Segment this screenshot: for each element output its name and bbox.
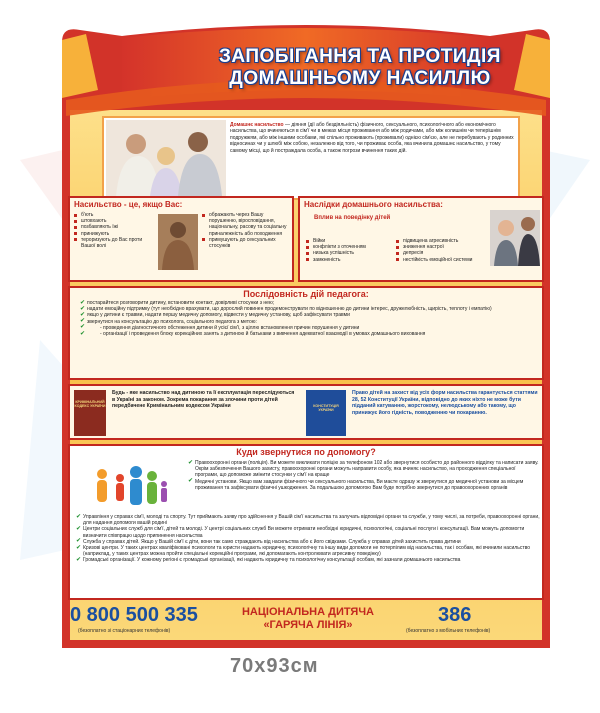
list-item: зниження настрої bbox=[396, 244, 488, 250]
hotline-name-line-2: «ГАРЯЧА ЛІНІЯ» bbox=[263, 619, 353, 631]
help-panel bbox=[68, 444, 544, 600]
definition-term: Домашнє насильство bbox=[230, 122, 284, 128]
list-item: ✔ Центри соціальних служб для сім'ї, дітей та молоді. У центрі соціальних служб Ви можете отримати необхідні юридичні, психологічні, соціальні послуги і консультації. Вам можуть допомогти визначити співпрацю щодо припинення насильства bbox=[76, 526, 540, 538]
list-item: Війки bbox=[306, 238, 392, 244]
hotline-strip bbox=[68, 604, 544, 640]
violence-if-title: Насильство - це, якщо Вас: bbox=[74, 200, 183, 209]
consequences-list-1 bbox=[306, 238, 392, 263]
hotline-number-landline: 0 800 500 335 bbox=[70, 604, 198, 626]
list-item: підвищена агресивність bbox=[396, 238, 488, 244]
list-item: штовхають bbox=[74, 218, 154, 224]
help-title: Куди звернутися по допомогу? bbox=[236, 447, 376, 457]
list-item: ✔ Правоохоронні органи (поліція). Ви можете викликати поліцію за телефоном 102 або звернутися особисто до районного відділку та написати заяву. Окрім забезпечення Вашого захисту, правоохоронні органи можуть направити особу, яка вчиняє насильство, на проходження спеціальної програми, що допоможе змінити стосунки у сім'ї на краще bbox=[188, 460, 540, 479]
law-panel bbox=[68, 384, 544, 440]
list-item: ✔ звернутися на консультацію до психолога, соціального педагога з метою: bbox=[80, 319, 534, 325]
law-right-text: Право дітей на захист від усіх форм насильства гарантується статтями 28, 52 Конституції України, відповідно до яких ніхто не може бути підданий катуванню, жорстокому, нелюдському або такому, що принижує його гідність, поводженню чи покаранню. bbox=[352, 390, 538, 416]
consequences-panel bbox=[298, 196, 544, 282]
list-item: ✔ надати емоційну підтримку (тут необхідно врахувати, що дорослий повинен продемонструвати по відношенню до дитини інтерес, дружелюбність, щирість, теплоту і емпатію) bbox=[80, 306, 534, 312]
consequences-list-2 bbox=[396, 238, 488, 263]
list-item: принижують bbox=[74, 231, 154, 237]
list-item: ✔ Кризові центри. У таких центрах кваліфіковані психологи та юристи надають юридичну, психологічну та іншу види допомоги не потерпілим від насильства, так і особам, які вчинили насильство (наприклад, у таких центрах можна пройти спеціальні корекційні програми, які допомагають контролювати агресивну поведінку) bbox=[76, 545, 540, 557]
constitution-book: КОНСТИТУЦІЯ УКРАЇНИ bbox=[306, 390, 346, 436]
upset-woman-photo bbox=[158, 214, 198, 270]
size-label: 70х93см bbox=[230, 655, 319, 677]
list-item: б'ють bbox=[74, 212, 154, 218]
violence-if-panel bbox=[68, 196, 294, 282]
list-item: примушують до сексуальних стосунків bbox=[202, 237, 290, 249]
hotline-number-mobile: 386 bbox=[438, 604, 472, 626]
teacher-title: Послідовність дій педагога: bbox=[243, 289, 369, 299]
list-item: ображають через Вашу порушенню, віросповідання, національну, расову та соціальну приналежність або походження bbox=[202, 212, 290, 237]
help-list-bottom bbox=[76, 514, 540, 564]
consequences-title: Наслідки домашнього насильства: bbox=[304, 200, 443, 209]
title-line-2: ДОМАШНЬОМУ НАСИЛЛЮ bbox=[229, 68, 491, 89]
definition-panel bbox=[102, 116, 520, 200]
help-list-top bbox=[188, 460, 540, 491]
family-photo bbox=[106, 120, 226, 196]
list-item: ✔ постарайтеся розговорити дитину, встановити контакт, довірливі стосунки з нею; bbox=[80, 300, 534, 306]
family-silhouette-icon bbox=[90, 462, 170, 512]
definition-text bbox=[230, 122, 516, 154]
stand-board bbox=[62, 20, 550, 648]
list-item: ✔ Медичні установи. Якщо вам завдали фізичного чи сексуального насильства, Ви маєте одразу ж звернутися до медичної установи за місцем проживання та зафіксувати фізичні ушкодження. За подальшою допомогою Вам буде потрібно звернутися до правоохоронних органів bbox=[188, 479, 540, 491]
violence-if-list-1 bbox=[74, 212, 154, 249]
criminal-code-book: КРИМІНАЛЬНИЙ КОДЕКС УКРАЇНИ bbox=[74, 390, 106, 436]
teacher-list bbox=[80, 300, 534, 337]
list-item: ✔ Управління у справах сім'ї, молоді та спорту. Тут приймають заяву про здійснення у Вашій сім'ї насильства та залучать відповідні органи та служби, у тому числі, за потреби, правоохоронні органи, для надання допомоги вашій родині bbox=[76, 514, 540, 526]
list-item: ✔ якщо у дитини є травми, надати першу медичну допомогу, відвести у медичну установу, щоб зафіксувати травми bbox=[80, 312, 534, 318]
list-item: замкненість bbox=[306, 257, 392, 263]
hotline-name-line-1: НАЦІОНАЛЬНА ДИТЯЧА bbox=[241, 606, 375, 618]
hotline-name bbox=[218, 606, 398, 632]
list-item: низька успішність bbox=[306, 250, 392, 256]
teacher-actions-panel bbox=[68, 286, 544, 380]
hotline-caption-mobile: (безоплатно з мобільних телефонів) bbox=[406, 628, 491, 634]
page-title bbox=[210, 46, 510, 90]
consequences-subtitle: Вплив на поведінку дітей bbox=[314, 215, 391, 221]
list-item: позбавляють їжі bbox=[74, 224, 154, 230]
definition-body: — діяння (дії або бездіяльність) фізичного, сексуального, психологічного або економічного насильства, що вчиняються в сім'ї чи в межах місця проживання або між родичами, або між колишнім чи теперішнім подружжям, або між іншими особами, які спільно проживають (проживали) однією сім'єю, але не перебувають у родинних відносинах чи у шлюбі між собою, незалежно від того, чи проживає особа, яка вчинила домашнє насильство, у тому самому місці, що й постраждала особа, а також погрози вчинення таких дій. bbox=[230, 122, 514, 154]
list-item: ✔ - проведення діагностичного обстеження дитини й усієї сім'ї, з ціллю встановлення причин порушення у дитини bbox=[80, 325, 534, 331]
title-line-1: ЗАПОБІГАННЯ ТА ПРОТИДІЯ bbox=[219, 46, 501, 67]
crying-child-photo bbox=[490, 210, 540, 266]
list-item: депресія bbox=[396, 250, 488, 256]
list-item: ✔ - організації і проведення блоку корекційних занять з дитиною й батьками з вивчення адекватної взаємодії в умовах домашнього виховання bbox=[80, 331, 534, 337]
violence-if-list-2 bbox=[202, 212, 290, 249]
list-item: ✔ Служба у справах дітей. Якщо у Вашій сім'ї є діти, вони так само страждають від насильства або є його свідками. Служба у справах дітей захистить права дитини bbox=[76, 539, 540, 545]
list-item: тероризують до Вас проти Вашої волі bbox=[74, 237, 154, 249]
hotline-caption-landline: (безоплатно зі стаціонарних телефонів) bbox=[78, 628, 171, 634]
law-left-text: Будь - яке насильство над дитиною та її експлуатація переслідуються в Україні за законом. Зокрема покарання за злочини проти дітей передбачене Кримінальним кодексом України bbox=[112, 390, 295, 410]
list-item: конфлікти з оточенням bbox=[306, 244, 392, 250]
list-item: ✔ Громадські організації. У кожному регіоні є громадські організації, які надають юридичну та психологічну консультації особам, які зазнали домашнього насильства bbox=[76, 557, 540, 563]
list-item: нестійкість емоційної системи bbox=[396, 257, 488, 263]
